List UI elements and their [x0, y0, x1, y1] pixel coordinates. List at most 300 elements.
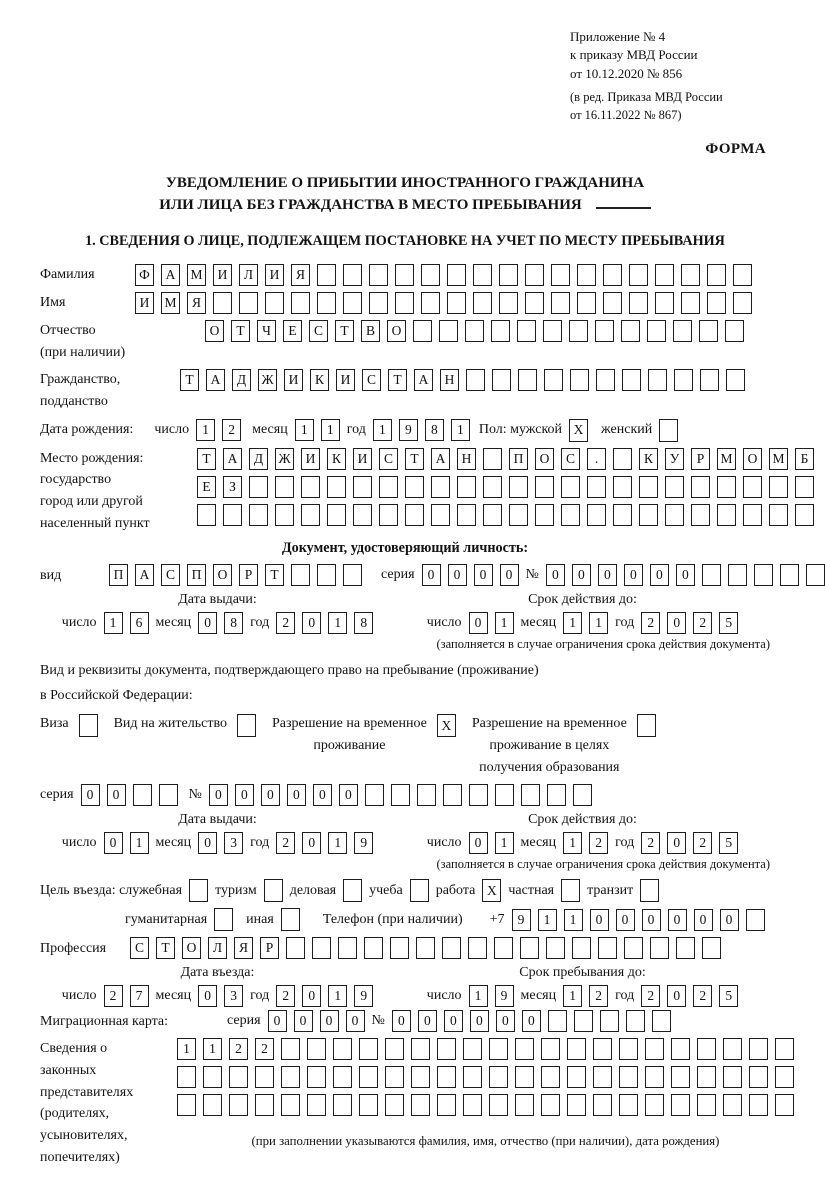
representatives-line1-cell-2[interactable]: 1	[203, 1038, 222, 1060]
representatives-line1-cell-9[interactable]	[385, 1038, 404, 1060]
profession-cell-10[interactable]	[364, 937, 383, 959]
passport-expiry-day-cell-1[interactable]: 0	[469, 612, 488, 634]
doc-type-cell-5[interactable]: О	[213, 564, 232, 586]
permit-expiry-month-cell-1[interactable]: 1	[563, 832, 582, 854]
representatives-line3-cell-3[interactable]	[229, 1094, 248, 1116]
profession-cell-7[interactable]	[286, 937, 305, 959]
birth-day-cell-1[interactable]: 1	[196, 419, 215, 441]
firstname-cell-3[interactable]: Я	[187, 292, 206, 314]
surname-cell-6[interactable]: И	[265, 264, 284, 286]
permit-issue-year-cell-2[interactable]: 0	[302, 832, 321, 854]
birthplace-line1-cell-13[interactable]: П	[509, 448, 528, 470]
firstname-cell-13[interactable]	[447, 292, 466, 314]
representatives-line2-cell-21[interactable]	[697, 1066, 716, 1088]
patronymic-cell-16[interactable]	[595, 320, 614, 342]
citizenship-cell-22[interactable]	[726, 369, 745, 391]
migration-number-cell-7[interactable]	[548, 1010, 567, 1032]
representatives-line2-cell-8[interactable]	[359, 1066, 378, 1088]
birthplace-line3-cell-22[interactable]	[743, 504, 762, 526]
stay-until-month-cell-1[interactable]: 1	[563, 985, 582, 1007]
patronymic-cell-15[interactable]	[569, 320, 588, 342]
passport-issue-year-cell-2[interactable]: 0	[302, 612, 321, 634]
surname-cell-1[interactable]: Ф	[135, 264, 154, 286]
birthplace-line3-cell-19[interactable]	[665, 504, 684, 526]
passport-issue-year-cell-3[interactable]: 1	[328, 612, 347, 634]
surname-cell-14[interactable]	[473, 264, 492, 286]
citizenship-cell-7[interactable]: И	[336, 369, 355, 391]
phone-number-cell-4[interactable]: 0	[590, 909, 609, 931]
firstname-cell-14[interactable]	[473, 292, 492, 314]
representatives-line1-cell-6[interactable]	[307, 1038, 326, 1060]
entry-date-month-cell-2[interactable]: 3	[224, 985, 243, 1007]
citizenship-cell-15[interactable]	[544, 369, 563, 391]
birthplace-line1-cell-6[interactable]: К	[327, 448, 346, 470]
patronymic-cell-5[interactable]: С	[309, 320, 328, 342]
doc-type-cell-2[interactable]: А	[135, 564, 154, 586]
birthplace-line3-cell-6[interactable]	[327, 504, 346, 526]
representatives-line2-cell-4[interactable]	[255, 1066, 274, 1088]
profession-cell-22[interactable]	[676, 937, 695, 959]
birthplace-line2-cell-19[interactable]	[665, 476, 684, 498]
firstname-cell-5[interactable]	[239, 292, 258, 314]
migration-number-cell-3[interactable]: 0	[444, 1010, 463, 1032]
firstname-cell-12[interactable]	[421, 292, 440, 314]
patronymic-cell-11[interactable]	[465, 320, 484, 342]
citizenship-cell-1[interactable]: Т	[180, 369, 199, 391]
citizenship-cell-4[interactable]: Ж	[258, 369, 277, 391]
doc-number-cell-2[interactable]: 0	[572, 564, 591, 586]
representatives-line2-cell-19[interactable]	[645, 1066, 664, 1088]
birthplace-line1-cell-11[interactable]: Н	[457, 448, 476, 470]
citizenship-cell-5[interactable]: И	[284, 369, 303, 391]
permit-number-cell-14[interactable]	[547, 784, 566, 806]
citizenship-cell-6[interactable]: К	[310, 369, 329, 391]
birthplace-line3-cell-21[interactable]	[717, 504, 736, 526]
representatives-line2-cell-16[interactable]	[567, 1066, 586, 1088]
patronymic-cell-6[interactable]: Т	[335, 320, 354, 342]
representatives-line1-cell-17[interactable]	[593, 1038, 612, 1060]
birthplace-line3-cell-9[interactable]	[405, 504, 424, 526]
birthplace-line2-cell-12[interactable]	[483, 476, 502, 498]
birthplace-line1-cell-5[interactable]: И	[301, 448, 320, 470]
profession-cell-16[interactable]	[520, 937, 539, 959]
citizenship-cell-14[interactable]	[518, 369, 537, 391]
representatives-line3-cell-6[interactable]	[307, 1094, 326, 1116]
representatives-line2-cell-23[interactable]	[749, 1066, 768, 1088]
temp-residence-education-checkbox[interactable]	[637, 714, 656, 737]
birthplace-line2-cell-6[interactable]	[327, 476, 346, 498]
birthplace-line2-cell-15[interactable]	[561, 476, 580, 498]
representatives-line2-cell-7[interactable]	[333, 1066, 352, 1088]
permit-number-cell-3[interactable]: 0	[261, 784, 280, 806]
firstname-cell-23[interactable]	[707, 292, 726, 314]
surname-cell-10[interactable]	[369, 264, 388, 286]
surname-cell-21[interactable]	[655, 264, 674, 286]
surname-cell-2[interactable]: А	[161, 264, 180, 286]
representatives-line1-cell-22[interactable]	[723, 1038, 742, 1060]
stay-until-month-cell-2[interactable]: 2	[589, 985, 608, 1007]
migration-number-cell-11[interactable]	[652, 1010, 671, 1032]
permit-number-cell-1[interactable]: 0	[209, 784, 228, 806]
profession-cell-12[interactable]	[416, 937, 435, 959]
purpose-business-checkbox[interactable]	[343, 879, 362, 902]
birth-month-cell-1[interactable]: 1	[295, 419, 314, 441]
doc-series-cell-1[interactable]: 0	[422, 564, 441, 586]
birthplace-line3-cell-10[interactable]	[431, 504, 450, 526]
permit-expiry-year-cell-4[interactable]: 5	[719, 832, 738, 854]
birthplace-line1-cell-18[interactable]: К	[639, 448, 658, 470]
representatives-line1-cell-21[interactable]	[697, 1038, 716, 1060]
birthplace-line1-cell-22[interactable]: О	[743, 448, 762, 470]
representatives-line3-cell-17[interactable]	[593, 1094, 612, 1116]
representatives-line1-cell-19[interactable]	[645, 1038, 664, 1060]
temp-residence-permit-checkbox[interactable]: X	[437, 714, 456, 737]
patronymic-cell-10[interactable]	[439, 320, 458, 342]
representatives-line3-cell-16[interactable]	[567, 1094, 586, 1116]
patronymic-cell-8[interactable]: О	[387, 320, 406, 342]
citizenship-cell-11[interactable]: Н	[440, 369, 459, 391]
birthplace-line3-cell-11[interactable]	[457, 504, 476, 526]
profession-cell-11[interactable]	[390, 937, 409, 959]
birthplace-line3-cell-23[interactable]	[769, 504, 788, 526]
doc-type-cell-1[interactable]: П	[109, 564, 128, 586]
profession-cell-5[interactable]: Я	[234, 937, 253, 959]
representatives-line2-cell-14[interactable]	[515, 1066, 534, 1088]
purpose-tourism-checkbox[interactable]	[264, 879, 283, 902]
birthplace-line1-cell-24[interactable]: Б	[795, 448, 814, 470]
surname-cell-15[interactable]	[499, 264, 518, 286]
representatives-line2-cell-18[interactable]	[619, 1066, 638, 1088]
birthplace-line3-cell-8[interactable]	[379, 504, 398, 526]
permit-number-cell-12[interactable]	[495, 784, 514, 806]
representatives-line3-cell-2[interactable]	[203, 1094, 222, 1116]
birthplace-line2-cell-5[interactable]	[301, 476, 320, 498]
patronymic-cell-18[interactable]	[647, 320, 666, 342]
representatives-line2-cell-10[interactable]	[411, 1066, 430, 1088]
profession-cell-23[interactable]	[702, 937, 721, 959]
representatives-line2-cell-11[interactable]	[437, 1066, 456, 1088]
firstname-cell-24[interactable]	[733, 292, 752, 314]
surname-cell-9[interactable]	[343, 264, 362, 286]
birthplace-line2-cell-23[interactable]	[769, 476, 788, 498]
profession-cell-21[interactable]	[650, 937, 669, 959]
citizenship-cell-20[interactable]	[674, 369, 693, 391]
representatives-line2-cell-6[interactable]	[307, 1066, 326, 1088]
representatives-line1-cell-23[interactable]	[749, 1038, 768, 1060]
phone-number-cell-5[interactable]: 0	[616, 909, 635, 931]
representatives-line1-cell-15[interactable]	[541, 1038, 560, 1060]
representatives-line2-cell-13[interactable]	[489, 1066, 508, 1088]
permit-expiry-year-cell-1[interactable]: 2	[641, 832, 660, 854]
purpose-private-checkbox[interactable]	[561, 879, 580, 902]
passport-expiry-month-cell-2[interactable]: 1	[589, 612, 608, 634]
representatives-line3-cell-21[interactable]	[697, 1094, 716, 1116]
firstname-cell-19[interactable]	[603, 292, 622, 314]
surname-cell-23[interactable]	[707, 264, 726, 286]
firstname-cell-21[interactable]	[655, 292, 674, 314]
birthplace-line2-cell-14[interactable]	[535, 476, 554, 498]
permit-expiry-year-cell-3[interactable]: 2	[693, 832, 712, 854]
phone-number-cell-1[interactable]: 9	[512, 909, 531, 931]
birthplace-line1-cell-14[interactable]: О	[535, 448, 554, 470]
migration-series-cell-2[interactable]: 0	[294, 1010, 313, 1032]
representatives-line1-cell-12[interactable]	[463, 1038, 482, 1060]
birthplace-line3-cell-16[interactable]	[587, 504, 606, 526]
migration-number-cell-8[interactable]	[574, 1010, 593, 1032]
citizenship-cell-3[interactable]: Д	[232, 369, 251, 391]
purpose-other-checkbox[interactable]	[281, 908, 300, 931]
doc-number-cell-1[interactable]: 0	[546, 564, 565, 586]
birth-year-cell-1[interactable]: 1	[373, 419, 392, 441]
profession-cell-18[interactable]	[572, 937, 591, 959]
birthplace-line2-cell-8[interactable]	[379, 476, 398, 498]
firstname-cell-8[interactable]	[317, 292, 336, 314]
birthplace-line1-cell-2[interactable]: А	[223, 448, 242, 470]
passport-issue-month-cell-1[interactable]: 0	[198, 612, 217, 634]
representatives-line3-cell-12[interactable]	[463, 1094, 482, 1116]
birthplace-line1-cell-21[interactable]: М	[717, 448, 736, 470]
entry-date-day-cell-1[interactable]: 2	[104, 985, 123, 1007]
migration-number-cell-9[interactable]	[600, 1010, 619, 1032]
representatives-line3-cell-10[interactable]	[411, 1094, 430, 1116]
permit-number-cell-7[interactable]	[365, 784, 384, 806]
representatives-line1-cell-14[interactable]	[515, 1038, 534, 1060]
profession-cell-8[interactable]	[312, 937, 331, 959]
representatives-line2-cell-9[interactable]	[385, 1066, 404, 1088]
birthplace-line1-cell-20[interactable]: Р	[691, 448, 710, 470]
representatives-line3-cell-9[interactable]	[385, 1094, 404, 1116]
firstname-cell-16[interactable]	[525, 292, 544, 314]
citizenship-cell-10[interactable]: А	[414, 369, 433, 391]
birthplace-line1-cell-9[interactable]: Т	[405, 448, 424, 470]
representatives-line1-cell-3[interactable]: 2	[229, 1038, 248, 1060]
migration-series-cell-4[interactable]: 0	[346, 1010, 365, 1032]
phone-number-cell-3[interactable]: 1	[564, 909, 583, 931]
doc-series-cell-3[interactable]: 0	[474, 564, 493, 586]
entry-date-day-cell-2[interactable]: 7	[130, 985, 149, 1007]
representatives-line2-cell-1[interactable]	[177, 1066, 196, 1088]
birth-month-cell-2[interactable]: 1	[321, 419, 340, 441]
citizenship-cell-16[interactable]	[570, 369, 589, 391]
permit-number-cell-11[interactable]	[469, 784, 488, 806]
birthplace-line3-cell-5[interactable]	[301, 504, 320, 526]
permit-series-cell-2[interactable]: 0	[107, 784, 126, 806]
surname-cell-7[interactable]: Я	[291, 264, 310, 286]
profession-cell-20[interactable]	[624, 937, 643, 959]
surname-cell-11[interactable]	[395, 264, 414, 286]
citizenship-cell-18[interactable]	[622, 369, 641, 391]
firstname-cell-22[interactable]	[681, 292, 700, 314]
representatives-line3-cell-13[interactable]	[489, 1094, 508, 1116]
permit-issue-year-cell-1[interactable]: 2	[276, 832, 295, 854]
birthplace-line1-cell-7[interactable]: И	[353, 448, 372, 470]
purpose-study-checkbox[interactable]	[410, 879, 429, 902]
purpose-official-checkbox[interactable]	[189, 879, 208, 902]
birthplace-line3-cell-20[interactable]	[691, 504, 710, 526]
phone-number-cell-6[interactable]: 0	[642, 909, 661, 931]
patronymic-cell-2[interactable]: Т	[231, 320, 250, 342]
phone-number-cell-8[interactable]: 0	[694, 909, 713, 931]
birthplace-line3-cell-24[interactable]	[795, 504, 814, 526]
stay-until-year-cell-1[interactable]: 2	[641, 985, 660, 1007]
profession-cell-19[interactable]	[598, 937, 617, 959]
patronymic-cell-9[interactable]	[413, 320, 432, 342]
firstname-cell-10[interactable]	[369, 292, 388, 314]
birthplace-line2-cell-22[interactable]	[743, 476, 762, 498]
citizenship-cell-12[interactable]	[466, 369, 485, 391]
representatives-line1-cell-4[interactable]: 2	[255, 1038, 274, 1060]
migration-number-cell-4[interactable]: 0	[470, 1010, 489, 1032]
permit-issue-month-cell-1[interactable]: 0	[198, 832, 217, 854]
firstname-cell-6[interactable]	[265, 292, 284, 314]
permit-expiry-year-cell-2[interactable]: 0	[667, 832, 686, 854]
birthplace-line2-cell-11[interactable]	[457, 476, 476, 498]
birthplace-line1-cell-16[interactable]: .	[587, 448, 606, 470]
representatives-line2-cell-17[interactable]	[593, 1066, 612, 1088]
doc-number-cell-7[interactable]	[702, 564, 721, 586]
birthplace-line1-cell-4[interactable]: Ж	[275, 448, 294, 470]
doc-type-cell-4[interactable]: П	[187, 564, 206, 586]
doc-number-cell-6[interactable]: 0	[676, 564, 695, 586]
entry-date-month-cell-1[interactable]: 0	[198, 985, 217, 1007]
citizenship-cell-17[interactable]	[596, 369, 615, 391]
entry-date-year-cell-4[interactable]: 9	[354, 985, 373, 1007]
representatives-line2-cell-12[interactable]	[463, 1066, 482, 1088]
surname-cell-5[interactable]: Л	[239, 264, 258, 286]
surname-cell-22[interactable]	[681, 264, 700, 286]
doc-series-cell-2[interactable]: 0	[448, 564, 467, 586]
surname-cell-19[interactable]	[603, 264, 622, 286]
representatives-line2-cell-5[interactable]	[281, 1066, 300, 1088]
citizenship-cell-2[interactable]: А	[206, 369, 225, 391]
profession-cell-9[interactable]	[338, 937, 357, 959]
profession-cell-15[interactable]	[494, 937, 513, 959]
representatives-line1-cell-7[interactable]	[333, 1038, 352, 1060]
doc-type-cell-6[interactable]: Р	[239, 564, 258, 586]
firstname-cell-4[interactable]	[213, 292, 232, 314]
stay-until-day-cell-1[interactable]: 1	[469, 985, 488, 1007]
permit-series-cell-1[interactable]: 0	[81, 784, 100, 806]
surname-cell-17[interactable]	[551, 264, 570, 286]
citizenship-cell-21[interactable]	[700, 369, 719, 391]
representatives-line2-cell-3[interactable]	[229, 1066, 248, 1088]
migration-number-cell-1[interactable]: 0	[392, 1010, 411, 1032]
permit-number-cell-6[interactable]: 0	[339, 784, 358, 806]
patronymic-cell-1[interactable]: О	[205, 320, 224, 342]
doc-number-cell-8[interactable]	[728, 564, 747, 586]
representatives-line2-cell-22[interactable]	[723, 1066, 742, 1088]
representatives-line3-cell-1[interactable]	[177, 1094, 196, 1116]
birthplace-line3-cell-18[interactable]	[639, 504, 658, 526]
profession-cell-2[interactable]: Т	[156, 937, 175, 959]
migration-number-cell-2[interactable]: 0	[418, 1010, 437, 1032]
permit-issue-year-cell-3[interactable]: 1	[328, 832, 347, 854]
representatives-line2-cell-15[interactable]	[541, 1066, 560, 1088]
permit-number-cell-2[interactable]: 0	[235, 784, 254, 806]
citizenship-cell-19[interactable]	[648, 369, 667, 391]
birthplace-line1-cell-12[interactable]	[483, 448, 502, 470]
birthplace-line2-cell-1[interactable]: Е	[197, 476, 216, 498]
doc-type-cell-3[interactable]: С	[161, 564, 180, 586]
passport-expiry-year-cell-2[interactable]: 0	[667, 612, 686, 634]
migration-series-cell-3[interactable]: 0	[320, 1010, 339, 1032]
birthplace-line1-cell-23[interactable]: М	[769, 448, 788, 470]
entry-date-year-cell-2[interactable]: 0	[302, 985, 321, 1007]
profession-cell-14[interactable]	[468, 937, 487, 959]
permit-number-cell-5[interactable]: 0	[313, 784, 332, 806]
stay-until-year-cell-3[interactable]: 2	[693, 985, 712, 1007]
firstname-cell-9[interactable]	[343, 292, 362, 314]
migration-series-cell-1[interactable]: 0	[268, 1010, 287, 1032]
representatives-line3-cell-24[interactable]	[775, 1094, 794, 1116]
patronymic-cell-21[interactable]	[725, 320, 744, 342]
doc-number-cell-3[interactable]: 0	[598, 564, 617, 586]
representatives-line1-cell-13[interactable]	[489, 1038, 508, 1060]
visa-checkbox[interactable]	[79, 714, 98, 737]
patronymic-cell-12[interactable]	[491, 320, 510, 342]
doc-type-cell-8[interactable]	[291, 564, 310, 586]
birthplace-line2-cell-24[interactable]	[795, 476, 814, 498]
birthplace-line3-cell-7[interactable]	[353, 504, 372, 526]
permit-issue-month-cell-2[interactable]: 3	[224, 832, 243, 854]
passport-expiry-day-cell-2[interactable]: 1	[495, 612, 514, 634]
birthplace-line3-cell-12[interactable]	[483, 504, 502, 526]
profession-cell-6[interactable]: Р	[260, 937, 279, 959]
doc-number-cell-9[interactable]	[754, 564, 773, 586]
representatives-line3-cell-15[interactable]	[541, 1094, 560, 1116]
residence-permit-checkbox[interactable]	[237, 714, 256, 737]
firstname-cell-1[interactable]: И	[135, 292, 154, 314]
patronymic-cell-3[interactable]: Ч	[257, 320, 276, 342]
doc-type-cell-9[interactable]	[317, 564, 336, 586]
birthplace-line2-cell-17[interactable]	[613, 476, 632, 498]
birth-day-cell-2[interactable]: 2	[222, 419, 241, 441]
birthplace-line3-cell-4[interactable]	[275, 504, 294, 526]
purpose-transit-checkbox[interactable]	[640, 879, 659, 902]
birth-year-cell-2[interactable]: 9	[399, 419, 418, 441]
citizenship-cell-8[interactable]: С	[362, 369, 381, 391]
representatives-line2-cell-24[interactable]	[775, 1066, 794, 1088]
surname-cell-16[interactable]	[525, 264, 544, 286]
patronymic-cell-14[interactable]	[543, 320, 562, 342]
birthplace-line1-cell-10[interactable]: А	[431, 448, 450, 470]
birthplace-line2-cell-3[interactable]	[249, 476, 268, 498]
birthplace-line2-cell-18[interactable]	[639, 476, 658, 498]
phone-number-cell-7[interactable]: 0	[668, 909, 687, 931]
birth-year-cell-4[interactable]: 1	[451, 419, 470, 441]
surname-cell-20[interactable]	[629, 264, 648, 286]
birthplace-line3-cell-14[interactable]	[535, 504, 554, 526]
birthplace-line3-cell-1[interactable]	[197, 504, 216, 526]
profession-cell-13[interactable]	[442, 937, 461, 959]
permit-series-cell-4[interactable]	[159, 784, 178, 806]
permit-series-cell-3[interactable]	[133, 784, 152, 806]
surname-cell-12[interactable]	[421, 264, 440, 286]
representatives-line1-cell-1[interactable]: 1	[177, 1038, 196, 1060]
representatives-line3-cell-20[interactable]	[671, 1094, 690, 1116]
profession-cell-17[interactable]	[546, 937, 565, 959]
migration-number-cell-6[interactable]: 0	[522, 1010, 541, 1032]
passport-issue-year-cell-1[interactable]: 2	[276, 612, 295, 634]
citizenship-cell-9[interactable]: Т	[388, 369, 407, 391]
gender-male-checkbox[interactable]: X	[569, 419, 588, 442]
doc-type-cell-10[interactable]	[343, 564, 362, 586]
permit-expiry-day-cell-2[interactable]: 1	[495, 832, 514, 854]
doc-number-cell-11[interactable]	[806, 564, 825, 586]
patronymic-cell-20[interactable]	[699, 320, 718, 342]
representatives-line3-cell-18[interactable]	[619, 1094, 638, 1116]
birthplace-line3-cell-17[interactable]	[613, 504, 632, 526]
